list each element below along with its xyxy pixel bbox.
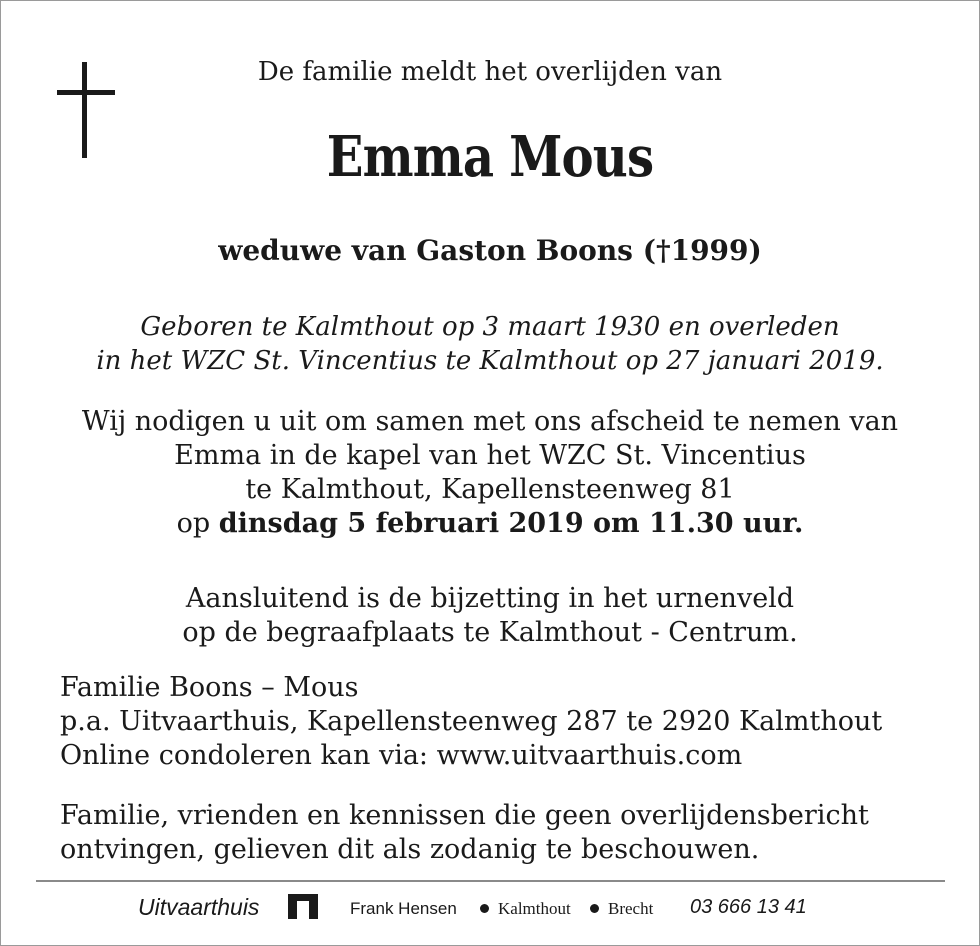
family-contact (60, 671, 882, 773)
ceremony-invitation (0, 405, 980, 541)
brand-name: Uitvaarthuis (138, 894, 260, 920)
note-line-1: Familie, vrienden en kennissen die geen overlijdensbericht (60, 800, 869, 831)
location-kalmthout: Kalmthout (498, 899, 571, 918)
family-name: Familie Boons – Mous (60, 672, 359, 703)
invite-line-2: Emma in de kapel van het WZC St. Vincentius (174, 440, 806, 471)
footer-divider (36, 880, 945, 882)
birth-death-info (0, 310, 980, 378)
born-line-2: in het WZC St. Vincentius te Kalmthout op 27 januari 2019. (96, 346, 884, 376)
widow-of-text: weduwe van Gaston Boons (†1999) (218, 234, 762, 267)
invite-line-1: Wij nodigen u uit om samen met ons afscheid te nemen van (81, 406, 899, 437)
notice-note (60, 799, 869, 867)
director-name: Frank Hensen (350, 899, 457, 918)
contact-address: p.a. Uitvaarthuis, Kapellensteenweg 287 te 2920 Kalmthout (60, 706, 883, 737)
burial-line-1: Aansluitend is de bijzetting in het urnenveld (185, 583, 795, 614)
burial-line-2: op de begraafplaats te Kalmthout - Centrum. (182, 617, 798, 648)
bullet-icon (590, 904, 599, 913)
ceremony-date: dinsdag 5 februari 2019 om 11.30 uur. (218, 508, 804, 539)
intro-text: De familie meldt het overlijden van (257, 57, 723, 87)
born-line-1: Geboren te Kalmthout op 3 maart 1930 en overleden (140, 312, 840, 342)
invite-line-4 (0, 507, 980, 541)
logo-icon (288, 894, 318, 919)
funeral-home-footer (0, 890, 980, 926)
invite-line-3: te Kalmthout, Kapellensteenweg 81 (245, 474, 735, 505)
invite-line-4-prefix: op (176, 508, 211, 539)
note-line-2: ontvingen, gelieven dit als zodanig te beschouwen. (60, 834, 760, 865)
location-brecht: Brecht (608, 899, 654, 918)
bullet-icon (480, 904, 489, 913)
condolence-link: Online condoleren kan via: www.uitvaarthuis.com (60, 740, 743, 771)
deceased-name: Emma Mous (326, 124, 654, 190)
burial-info (0, 582, 980, 650)
phone-number: 03 666 13 41 (690, 896, 807, 918)
